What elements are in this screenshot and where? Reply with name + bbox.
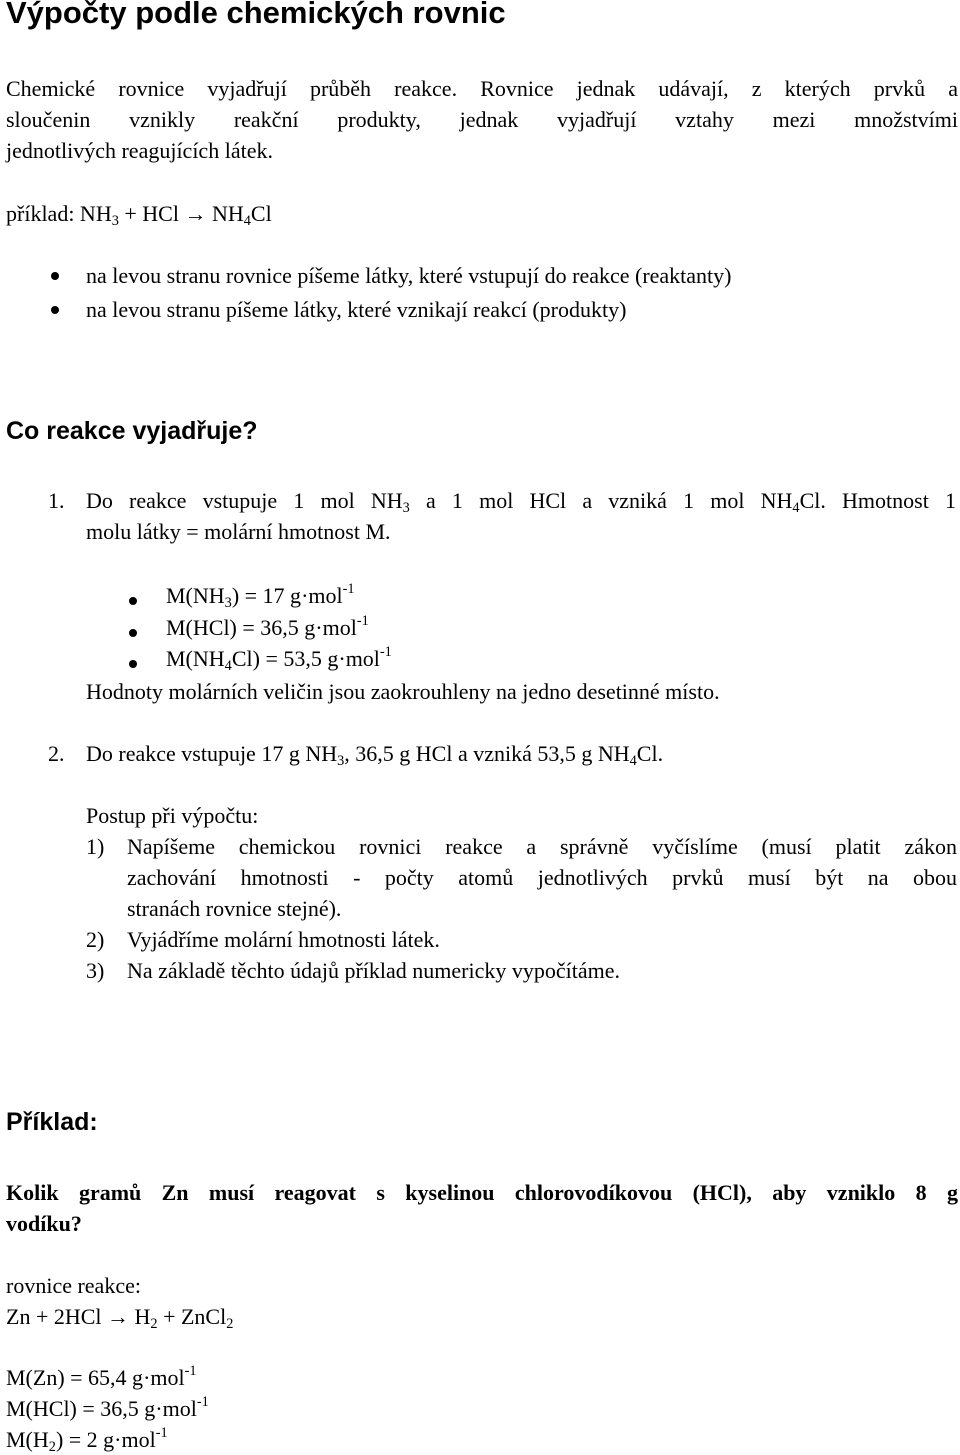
step-2-text: Vyjádříme molární hmotnosti látek.: [127, 927, 440, 952]
bullet-icon: [129, 629, 137, 637]
list-number: 2.: [48, 741, 65, 766]
molar-mass-h2: $M(H_2) = 2$ g·mol$^{-1}$: [6, 1425, 168, 1455]
intro-line-3: jednotlivých reagujících látek.: [6, 138, 273, 163]
molar-mass-zn: M(Zn) = 65,4 g·mol$^{-1}$: [6, 1363, 197, 1390]
molar-mass-nh4cl: $M(NH_4Cl) = 53,5$ g·mol$^{-1}$: [166, 644, 392, 674]
task-line-1: Kolik gramů Zn musí reagovat s kyselinou chlorovodíkovou (HCl), aby vzniklo 8 g: [6, 1180, 958, 1205]
list-number: 1.: [48, 488, 65, 513]
section-heading: Co reakce vyjadřuje?: [6, 417, 258, 445]
step-number: 1): [86, 834, 105, 859]
point-2-text: Do reakce vstupuje 17 g $NH_3$, 36,5 g HCl a vzniká 53,5 g $NH_4Cl$.: [86, 741, 664, 769]
molar-mass-hcl: M(HCl) = 36,5 g·mol$^{-1}$: [166, 613, 369, 640]
bullet-icon: [129, 597, 137, 605]
point-1-line-1: Do reakce vstupuje 1 mol $NH_3$ a 1 mol HCl a vzniká 1 mol $NH_4Cl$. Hmotnost 1: [86, 488, 956, 516]
reaction-equation: $Zn + 2HCl \to H_2$ + ZnCl$_2$: [6, 1304, 234, 1332]
example-heading: Příklad:: [6, 1108, 98, 1136]
reaction-label: rovnice reakce:: [6, 1273, 141, 1298]
bullet-icon: [51, 306, 59, 314]
bullet-icon: [129, 660, 137, 668]
step-number: 3): [86, 958, 105, 983]
example-equation: příklad: $NH_3$ + HCl → $NH_4Cl$: [6, 201, 272, 229]
rounding-note: Hodnoty molárních veličin jsou zaokrouhleny na jedno desetinné místo.: [86, 679, 720, 704]
step-1-line-3: stranách rovnice stejné).: [127, 896, 342, 921]
reaction-arrow-icon: →: [107, 1304, 130, 1329]
procedure-heading: Postup při výpočtu:: [86, 803, 259, 828]
bullet-icon: [51, 272, 59, 280]
step-1-line-2: zachování hmotnosti - počty atomů jednotlivých prvků musí být na obou: [127, 865, 957, 890]
step-number: 2): [86, 927, 105, 952]
molar-mass-nh3: $M(NH_3) = 17$ g·mol$^{-1}$: [166, 581, 355, 611]
molar-mass-hcl-2: M(HCl) = 36,5 g·mol$^{-1}$: [6, 1394, 209, 1421]
point-1-line-2: molu látky = molární hmotnost M.: [86, 519, 391, 544]
intro-line-2: sloučenin vznikly reakční produkty, jednak vyjadřují vztahy mezi množstvími: [6, 107, 958, 132]
page-title: Výpočty podle chemických rovnic: [6, 0, 506, 30]
bullet-text-2: na levou stranu píšeme látky, které vznikají reakcí (produkty): [86, 297, 627, 322]
task-line-2: vodíku?: [6, 1211, 82, 1236]
step-3-text: Na základě těchto údajů příklad numericky vypočítáme.: [127, 958, 620, 983]
intro-line-1: Chemické rovnice vyjadřují průběh reakce. Rovnice jednak udávají, z kterých prvků a: [6, 76, 958, 101]
bullet-text-1: na levou stranu rovnice píšeme látky, které vstupují do reakce (reaktanty): [86, 263, 732, 288]
reaction-arrow-icon: →: [184, 201, 207, 226]
step-1-line-1: Napíšeme chemickou rovnici reakce a správně vyčíslíme (musí platit zákon: [127, 834, 957, 859]
